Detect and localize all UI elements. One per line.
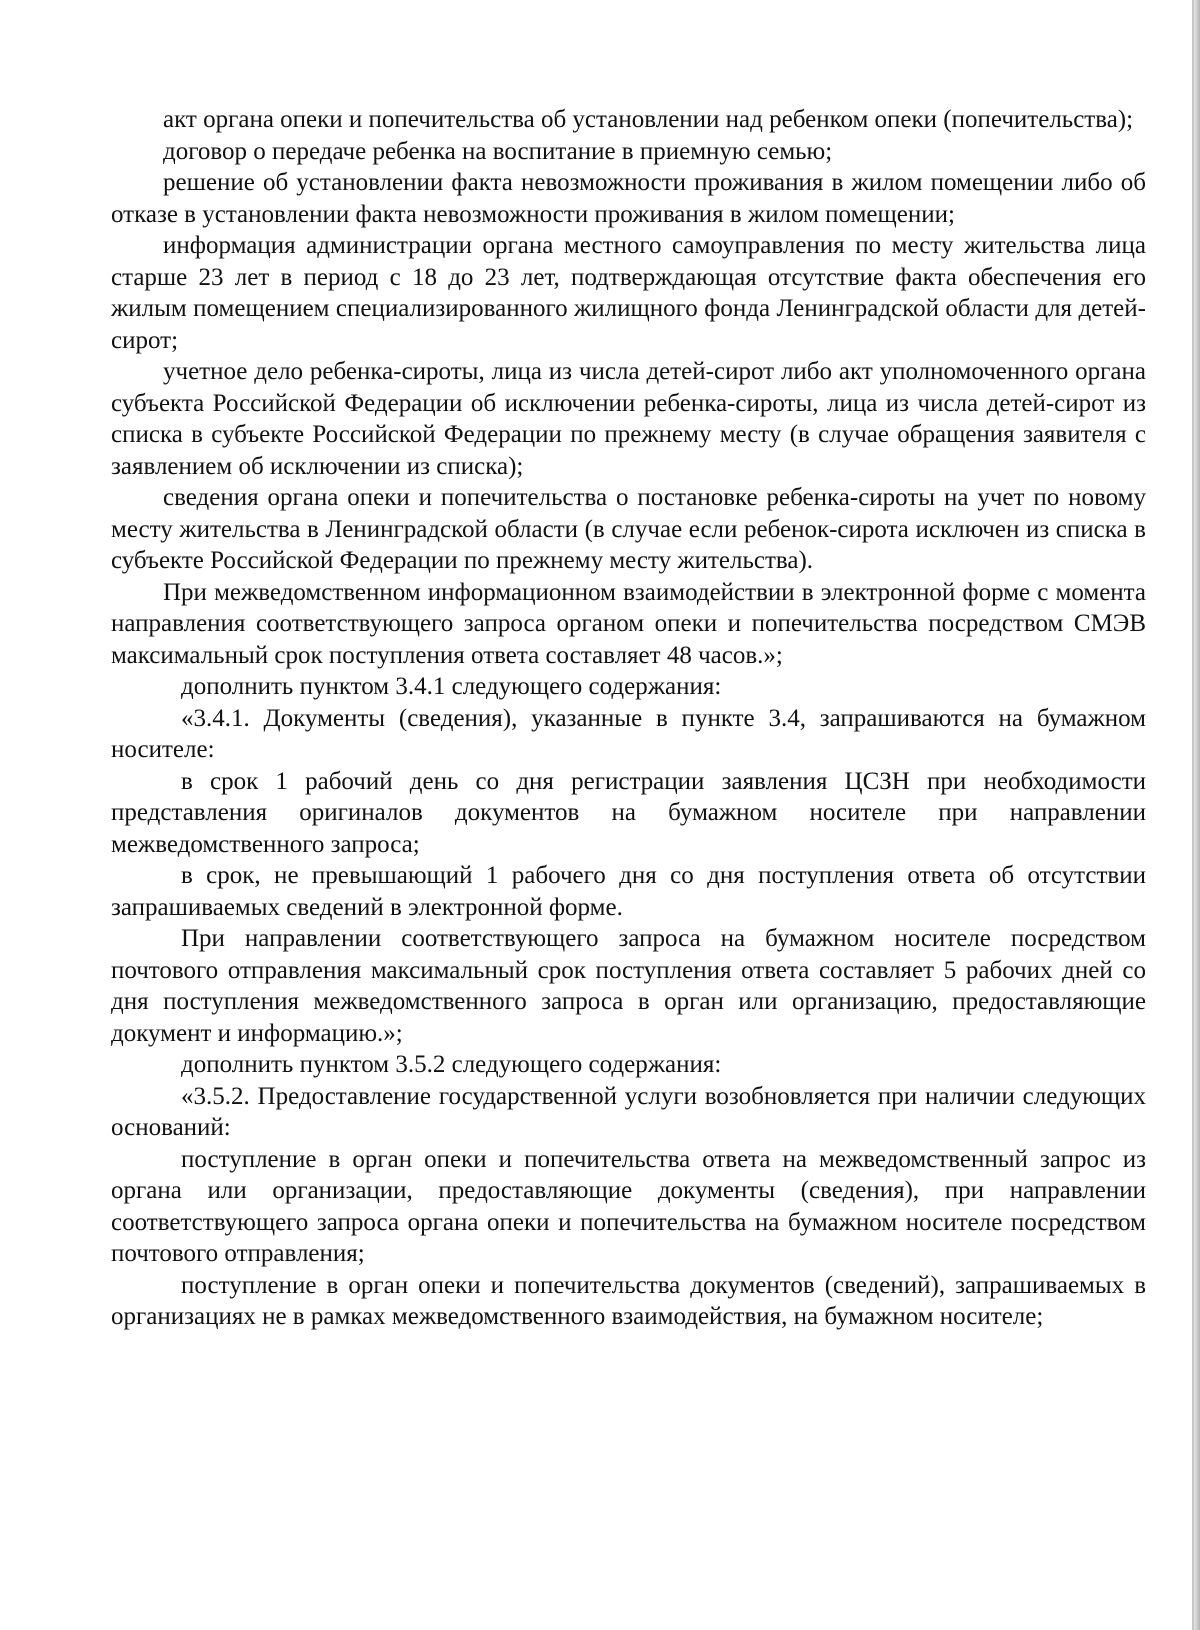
paragraph: поступление в орган опеки и попечительства документов (сведений), запрашиваемых в организациях не в рамках межведомственного взаимодействия, на бумажном носителе;: [111, 1271, 1146, 1330]
paragraph: «3.5.2. Предоставление государственной услуги возобновляется при наличии следующих оснований:: [111, 1082, 1146, 1141]
paragraph: договор о передаче ребенка на воспитание в приемную семью;: [163, 137, 833, 165]
paragraph: акт органа опеки и попечительства об установлении над ребенком опеки (попечительства);: [163, 106, 1134, 133]
paragraph: в срок, не превышающий 1 рабочего дня со дня поступления ответа об отсутствии запрашиваемых сведений в электронной форме.: [111, 862, 1146, 921]
paragraph: сведения органа опеки и попечительства о постановке ребенка-сироты на учет по новому месту жительства в Ленинградской области (в случае если ребенок-сирота исключен из списка в субъекте Российской Федерации по прежнему месту жительства).: [111, 484, 1146, 574]
paragraph: учетное дело ребенка-сироты, лица из числа детей-сирот либо акт уполномоченного органа субъекта Российской Федерации об исключении ребенка-сироты, лица из числа детей-сирот из списка в субъекте Российской Федерации по прежнему месту (в случае обращения заявителя с заявлением об исключении из списка);: [111, 358, 1146, 480]
paragraph: информация администрации органа местного самоуправления по месту жительства лица старше 23 лет в период с 18 до 23 лет, подтверждающая отсутствие факта обеспечения его жилым помещением специализированного жилищного фонда Ленинградской области для детей-сирот;: [111, 232, 1146, 354]
scan-edge-shadow: [1194, 0, 1200, 1630]
paragraph: дополнить пунктом 3.5.2 следующего содержания:: [181, 1051, 722, 1078]
paragraph: дополнить пунктом 3.4.1 следующего содержания:: [181, 673, 722, 700]
paragraph: в срок 1 рабочий день со дня регистрации заявления ЦСЗН при необходимости представления оригиналов документов на бумажном носителе при направлении межведомственного запроса;: [111, 767, 1146, 858]
paragraph: решение об установлении факта невозможности проживания в жилом помещении либо об отказе в установлении факта невозможности проживания в жилом помещении;: [111, 169, 1146, 228]
paragraph: При направлении соответствующего запроса на бумажном носителе посредством почтового отправления максимальный срок поступления ответа составляет 5 рабочих дней со дня поступления межведомственного запроса в орган или организацию, предоставляющие документ и информацию.»;: [111, 925, 1146, 1047]
paragraph: поступление в орган опеки и попечительства ответа на межведомственный запрос из органа или организации, предоставляющие документы (сведения), при направлении соответствующего запроса органа опеки и попечительства на бумажном носителе посредством почтового отправления;: [111, 1145, 1146, 1267]
paragraph: «3.4.1. Документы (сведения), указанные в пункте 3.4, запрашиваются на бумажном носителе:: [111, 704, 1146, 763]
document-body: [111, 104, 1146, 1333]
paragraph: При межведомственном информационном взаимодействии в электронной форме с момента направления соответствующего запроса органом опеки и попечительства посредством СМЭВ максимальный срок поступления ответа составляет 48 часов.»;: [111, 578, 1146, 669]
